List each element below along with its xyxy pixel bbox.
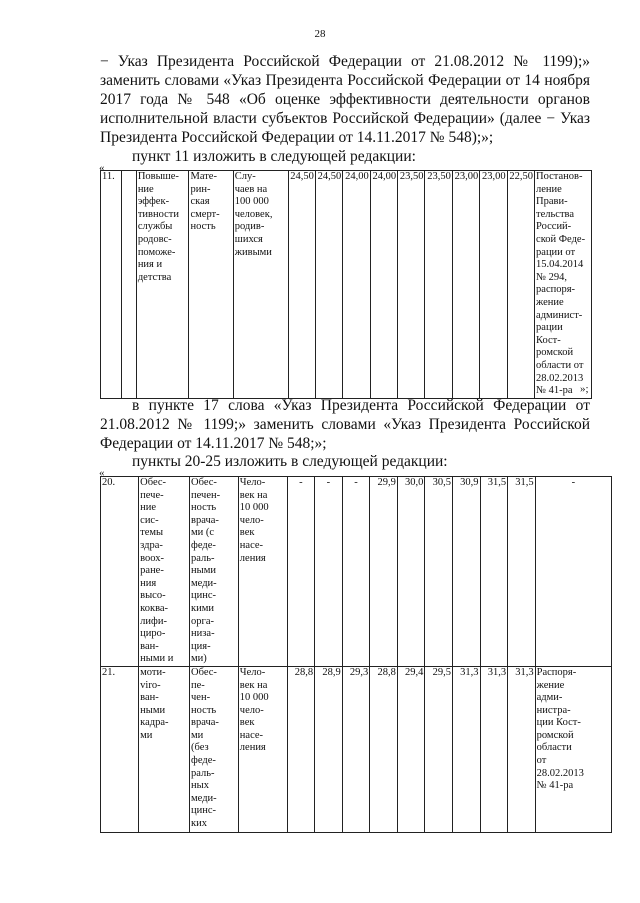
value-cell: 31,3 xyxy=(452,666,480,832)
value-cell: 23,00 xyxy=(452,171,479,399)
value-cell: 31,5 xyxy=(508,477,536,667)
indicator-cell: Обес- пе- чен- ность врача- ми (без феде- раль- ных меди- цинс- ких xyxy=(190,666,239,832)
page-number: 28 xyxy=(314,28,326,40)
value-cell: - xyxy=(315,477,343,667)
value-cell: 24,50 xyxy=(315,171,342,399)
value-cell: 28,8 xyxy=(287,666,315,832)
paragraph-item-11-intro: пункт 11 изложить в следующей редакции: xyxy=(132,148,416,165)
goal-cell: моти- viro- ван- ными кадра- ми xyxy=(139,666,190,832)
row-number: 20. xyxy=(101,477,139,667)
empty-cell xyxy=(122,171,137,399)
basis-cell: Распоря- жение адми- нистра- ции Кост- ромской области от 28.02.2013 № 41-ра xyxy=(535,666,611,832)
table-row xyxy=(101,171,592,399)
value-cell: 23,50 xyxy=(398,171,425,399)
value-cell: 30,9 xyxy=(452,477,480,667)
value-cell: - xyxy=(287,477,315,667)
value-cell: 23,50 xyxy=(425,171,452,399)
unit-cell: Чело- век на 10 000 чело- век насе- ления xyxy=(238,666,287,832)
table-row xyxy=(101,477,612,667)
value-cell: - xyxy=(342,477,370,667)
table-row xyxy=(101,666,612,832)
value-cell: 31,3 xyxy=(480,666,508,832)
value-cell: 23,00 xyxy=(480,171,507,399)
value-cell: 30,5 xyxy=(425,477,453,667)
basis-cell: - xyxy=(535,477,611,667)
value-cell: 22,50 xyxy=(507,171,534,399)
row-number: 11. xyxy=(101,171,122,399)
value-cell: 31,3 xyxy=(508,666,536,832)
value-cell: 30,0 xyxy=(397,477,425,667)
table-item-11 xyxy=(100,170,592,399)
basis-cell: Постанов- ление Прави- тельства Россий- ской Феде- рации от 15.04.2014 № 294, распоря- жение админист- рации Кост- ромской области от 28.02.2013 № 41-ра xyxy=(535,171,592,399)
close-quote-1: »; xyxy=(580,383,589,395)
indicator-cell: Обес- печен- ность врача- ми (с феде- раль- ными меди- цинс- кими орга- низа- ция- ми) xyxy=(190,477,239,667)
paragraph-item-17: в пункте 17 слова «Указ Президента Российской Федерации от 21.08.2012 № 1199;» заменить словами «Указ Президента Российской Федерации от 14.11.2017 № 548;»; xyxy=(100,397,590,452)
open-quote-2: « xyxy=(99,467,105,479)
value-cell: 28,8 xyxy=(370,666,398,832)
goal-cell: Обес- пече- ние сис- темы здра- воох- ране- ния высо- коква- лифи- циро- ван- ными и xyxy=(139,477,190,667)
value-cell: 29,4 xyxy=(397,666,425,832)
unit-cell: Чело- век на 10 000 чело- век насе- ления xyxy=(238,477,287,667)
value-cell: 29,3 xyxy=(342,666,370,832)
value-cell: 29,9 xyxy=(370,477,398,667)
value-cell: 29,5 xyxy=(425,666,453,832)
unit-cell: Слу- чаев на 100 000 человек, родив- шихся живыми xyxy=(233,171,288,399)
indicator-cell: Мате- рин- ская смерт- ность xyxy=(189,171,233,399)
value-cell: 24,00 xyxy=(343,171,370,399)
row-number: 21. xyxy=(101,666,139,832)
table-items-20-21 xyxy=(100,476,612,833)
paragraph-items-20-25-intro: пункты 20-25 изложить в следующей редакции: xyxy=(132,453,448,470)
value-cell: 31,5 xyxy=(480,477,508,667)
value-cell: 24,50 xyxy=(288,171,315,399)
value-cell: 28,9 xyxy=(315,666,343,832)
value-cell: 24,00 xyxy=(370,171,397,399)
paragraph-replace-decree: − Указ Президента Российской Федерации от 21.08.2012 № 1199);» заменить словами «Указ Президента Российской Федерации от 14 ноября 2017 года № 548 «Об оценке эффективности деятельности органов исполнительной власти субъектов Российской Федерации» (далее − Указ Президента Российской Федерации от 14.11.2017 № 548);»; xyxy=(100,53,590,146)
goal-cell: Повыше- ние эффек- тивности службы родовс- поможе- ния и детства xyxy=(136,171,189,399)
open-quote-1: « xyxy=(99,162,105,174)
